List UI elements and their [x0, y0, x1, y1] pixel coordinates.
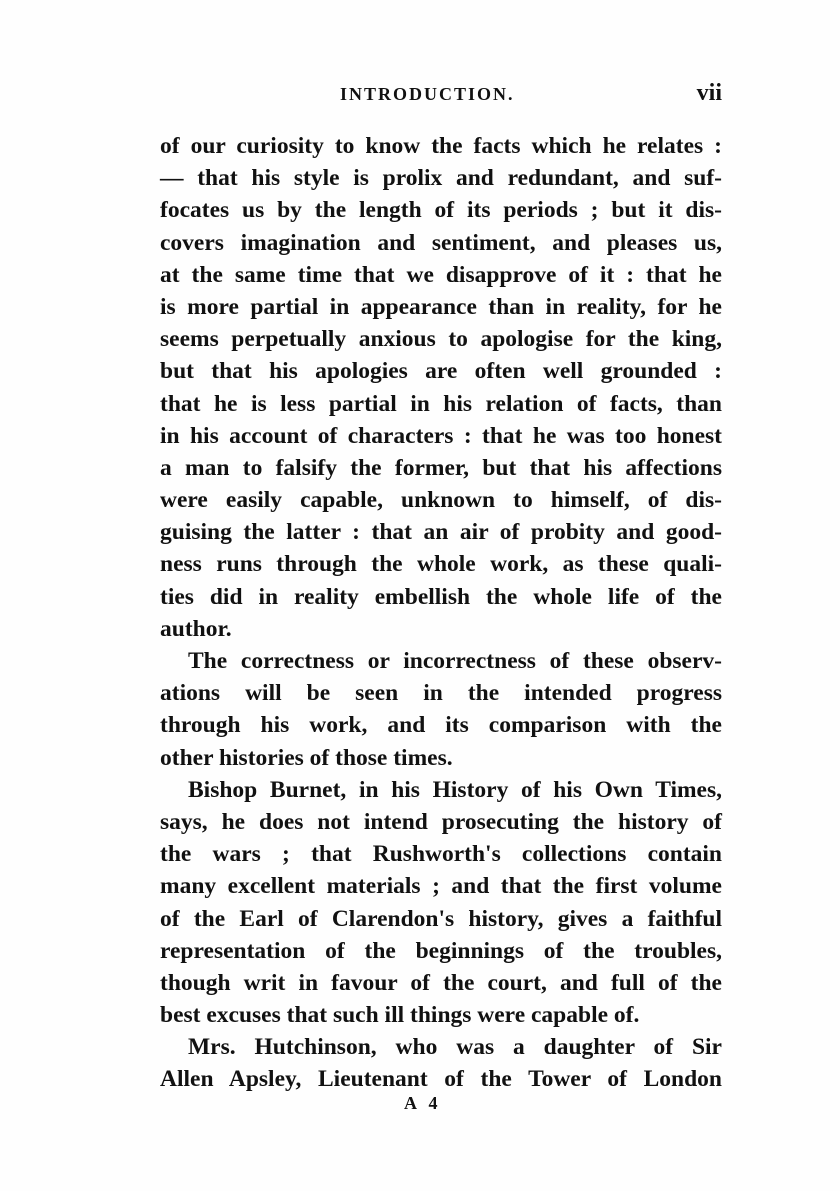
text-line: ations will be seen in the intended progress [160, 680, 722, 707]
text-line: that he is less partial in his relation of facts, than [160, 390, 722, 417]
text-line: covers imagination and sentiment, and pleases us, [160, 229, 722, 256]
text-line: but that his apologies are often well grounded : [160, 358, 722, 385]
text-line: were easily capable, unknown to himself, of dis- [160, 487, 722, 514]
text-line: of our curiosity to know the facts which he relates : [160, 133, 722, 159]
text-line: ties did in reality embellish the whole life of the [160, 583, 722, 610]
text-line: — that his style is prolix and redundant, and suf- [160, 165, 722, 192]
text-line: of the Earl of Clarendon's history, gives a faithful [160, 905, 722, 932]
text-line: representation of the beginnings of the troubles, [160, 937, 722, 964]
text-line: many excellent materials ; and that the first volume [160, 873, 722, 900]
text-line: seems perpetually anxious to apologise for the king, [160, 326, 722, 353]
body-text [160, 130, 722, 1096]
text-line: through his work, and its comparison with the [160, 712, 722, 739]
running-title: INTRODUCTION. [340, 84, 515, 104]
text-line: The correctness or incorrectness of these observ- [188, 648, 722, 674]
signature-mark: A 4 [404, 1093, 442, 1113]
running-head [160, 80, 722, 114]
text-line: focates us by the length of its periods ; but it dis- [160, 197, 722, 224]
text-line: is more partial in appearance than in reality, for he [160, 293, 722, 320]
text-line: says, he does not intend prosecuting the history of [160, 808, 722, 835]
text-line: a man to falsify the former, but that his affections [160, 454, 722, 481]
page-number: vii [696, 80, 722, 106]
text-line: in his account of characters : that he was too honest [160, 422, 722, 449]
text-line: Mrs. Hutchinson, who was a daughter of Sir [188, 1034, 722, 1061]
text-line: though writ in favour of the court, and full of the [160, 969, 722, 996]
text-line: guising the latter : that an air of probity and good- [160, 519, 722, 546]
text-line: ness runs through the whole work, as these quali- [160, 551, 722, 578]
text-line: author. [160, 615, 232, 642]
text-line: other histories of those times. [160, 744, 453, 771]
text-line: at the same time that we disapprove of it : that he [160, 261, 722, 288]
text-line: the wars ; that Rushworth's collections contain [160, 841, 722, 868]
text-line: best excuses that such ill things were capable of. [160, 1002, 640, 1029]
text-line: Bishop Burnet, in his History of his Own Times, [188, 776, 722, 803]
text-line: Allen Apsley, Lieutenant of the Tower of London [160, 1066, 722, 1093]
